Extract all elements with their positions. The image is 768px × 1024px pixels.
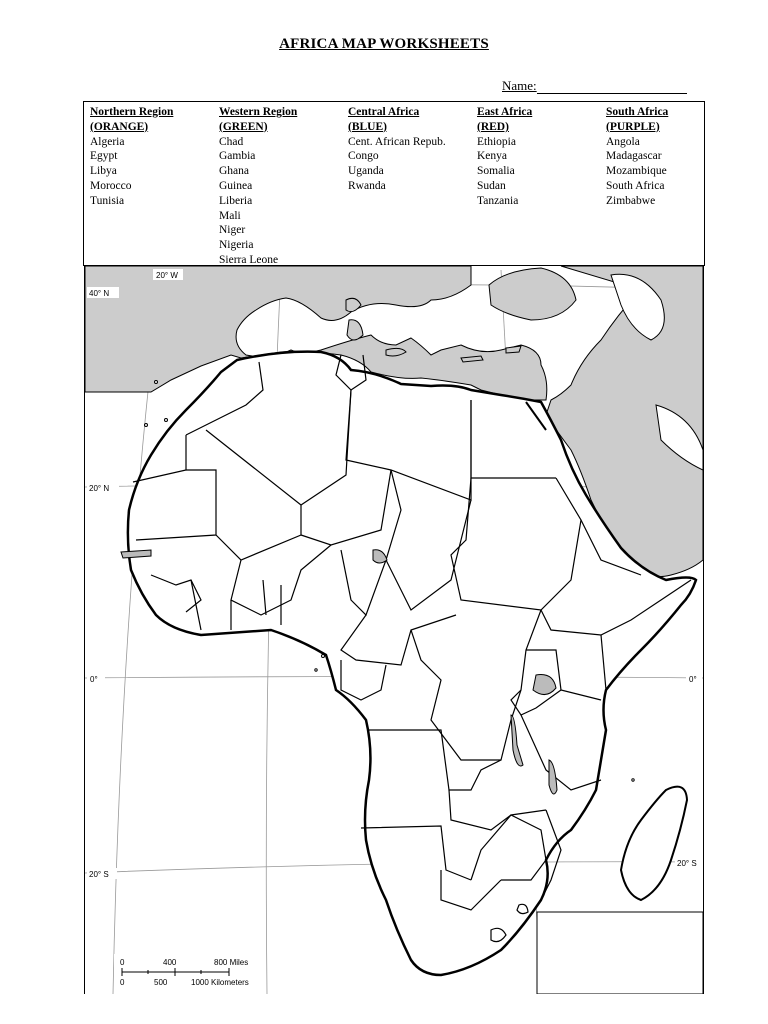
country-item: Mozambique [606, 165, 667, 178]
page-title: AFRICA MAP WORKSHEETS [279, 36, 489, 52]
inset-frame [537, 912, 703, 994]
country-item: Algeria [90, 135, 125, 148]
country-item: Guinea [219, 179, 253, 192]
country-item: Zimbabwe [606, 194, 656, 207]
country-item: Uganda [348, 165, 384, 178]
scale-km-1000: 1000 Kilometers [191, 978, 249, 987]
lat-20s-right-label: 20° S [677, 859, 697, 868]
country-item: Mali [219, 209, 241, 222]
lat-20n-label: 20° N [89, 484, 110, 493]
country-item: Niger [219, 224, 246, 237]
country-item: Somalia [477, 165, 515, 178]
canary-island [145, 424, 148, 427]
sao-tome-island [315, 669, 317, 671]
name-blank-line[interactable] [537, 81, 687, 94]
country-item: Madagascar [606, 150, 662, 163]
country-item: Egypt [90, 150, 118, 163]
lat-20s-left-label: 20° S [89, 870, 109, 879]
canary-island [165, 419, 168, 422]
comoros-island [632, 779, 634, 781]
scale-miles-400: 400 [163, 958, 177, 967]
country-item: Morocco [90, 179, 132, 192]
region-heading: Western Region [219, 106, 298, 118]
anatolia-land [489, 268, 576, 320]
africa-map-svg [85, 266, 703, 994]
region-column-northern [90, 105, 173, 209]
name-field[interactable] [502, 78, 687, 94]
cyprus-island [506, 346, 521, 353]
country-item: Chad [219, 135, 244, 148]
sardinia-island [347, 320, 363, 340]
lat-40n-label: 40° N [89, 289, 110, 298]
country-item: Libya [90, 165, 117, 178]
country-item: Sudan [477, 179, 506, 192]
country-item: Ghana [219, 165, 250, 178]
region-heading: East Africa [477, 106, 533, 118]
country-item: Ethiopia [477, 135, 516, 148]
scale-miles-0: 0 [120, 958, 125, 967]
region-column-east [477, 105, 532, 209]
country-item: Gambia [219, 150, 256, 163]
region-heading: Northern Region [90, 106, 174, 118]
scale-bar [114, 954, 257, 988]
country-item: Liberia [219, 194, 253, 207]
africa-map [84, 266, 704, 994]
bioko-island [322, 655, 325, 658]
region-color: (RED) [477, 120, 509, 133]
region-color: (PURPLE) [606, 120, 660, 133]
country-item: Tanzania [477, 194, 519, 207]
region-color: (ORANGE) [90, 120, 149, 133]
region-color: (BLUE) [348, 120, 387, 133]
region-column-western [219, 105, 297, 268]
country-item: South Africa [606, 179, 665, 192]
country-item: Congo [348, 150, 379, 163]
region-color: (GREEN) [219, 120, 268, 133]
region-column-south [606, 105, 668, 209]
madagascar [621, 787, 687, 900]
name-label: Name: [502, 78, 537, 93]
scale-km-0: 0 [120, 978, 125, 987]
region-column-central [348, 105, 446, 194]
region-heading: South Africa [606, 106, 669, 118]
country-item: Angola [606, 135, 640, 148]
country-item: Cent. African Repub. [348, 135, 446, 148]
madeira-island [155, 381, 158, 384]
country-item: Nigeria [219, 239, 254, 252]
region-heading: Central Africa [348, 106, 420, 118]
regions-table [83, 101, 705, 266]
country-item: Tunisia [90, 194, 125, 207]
gambia-river [121, 550, 151, 558]
equator-right-label: 0° [689, 675, 697, 684]
equator-left-label: 0° [90, 675, 98, 684]
country-item: Kenya [477, 150, 508, 163]
lon-20w-label: 20° W [156, 271, 178, 280]
country-item: Rwanda [348, 179, 386, 192]
scale-km-500: 500 [154, 978, 168, 987]
country-item: Sierra Leone [219, 253, 279, 266]
scale-miles-800: 800 Miles [214, 958, 249, 967]
